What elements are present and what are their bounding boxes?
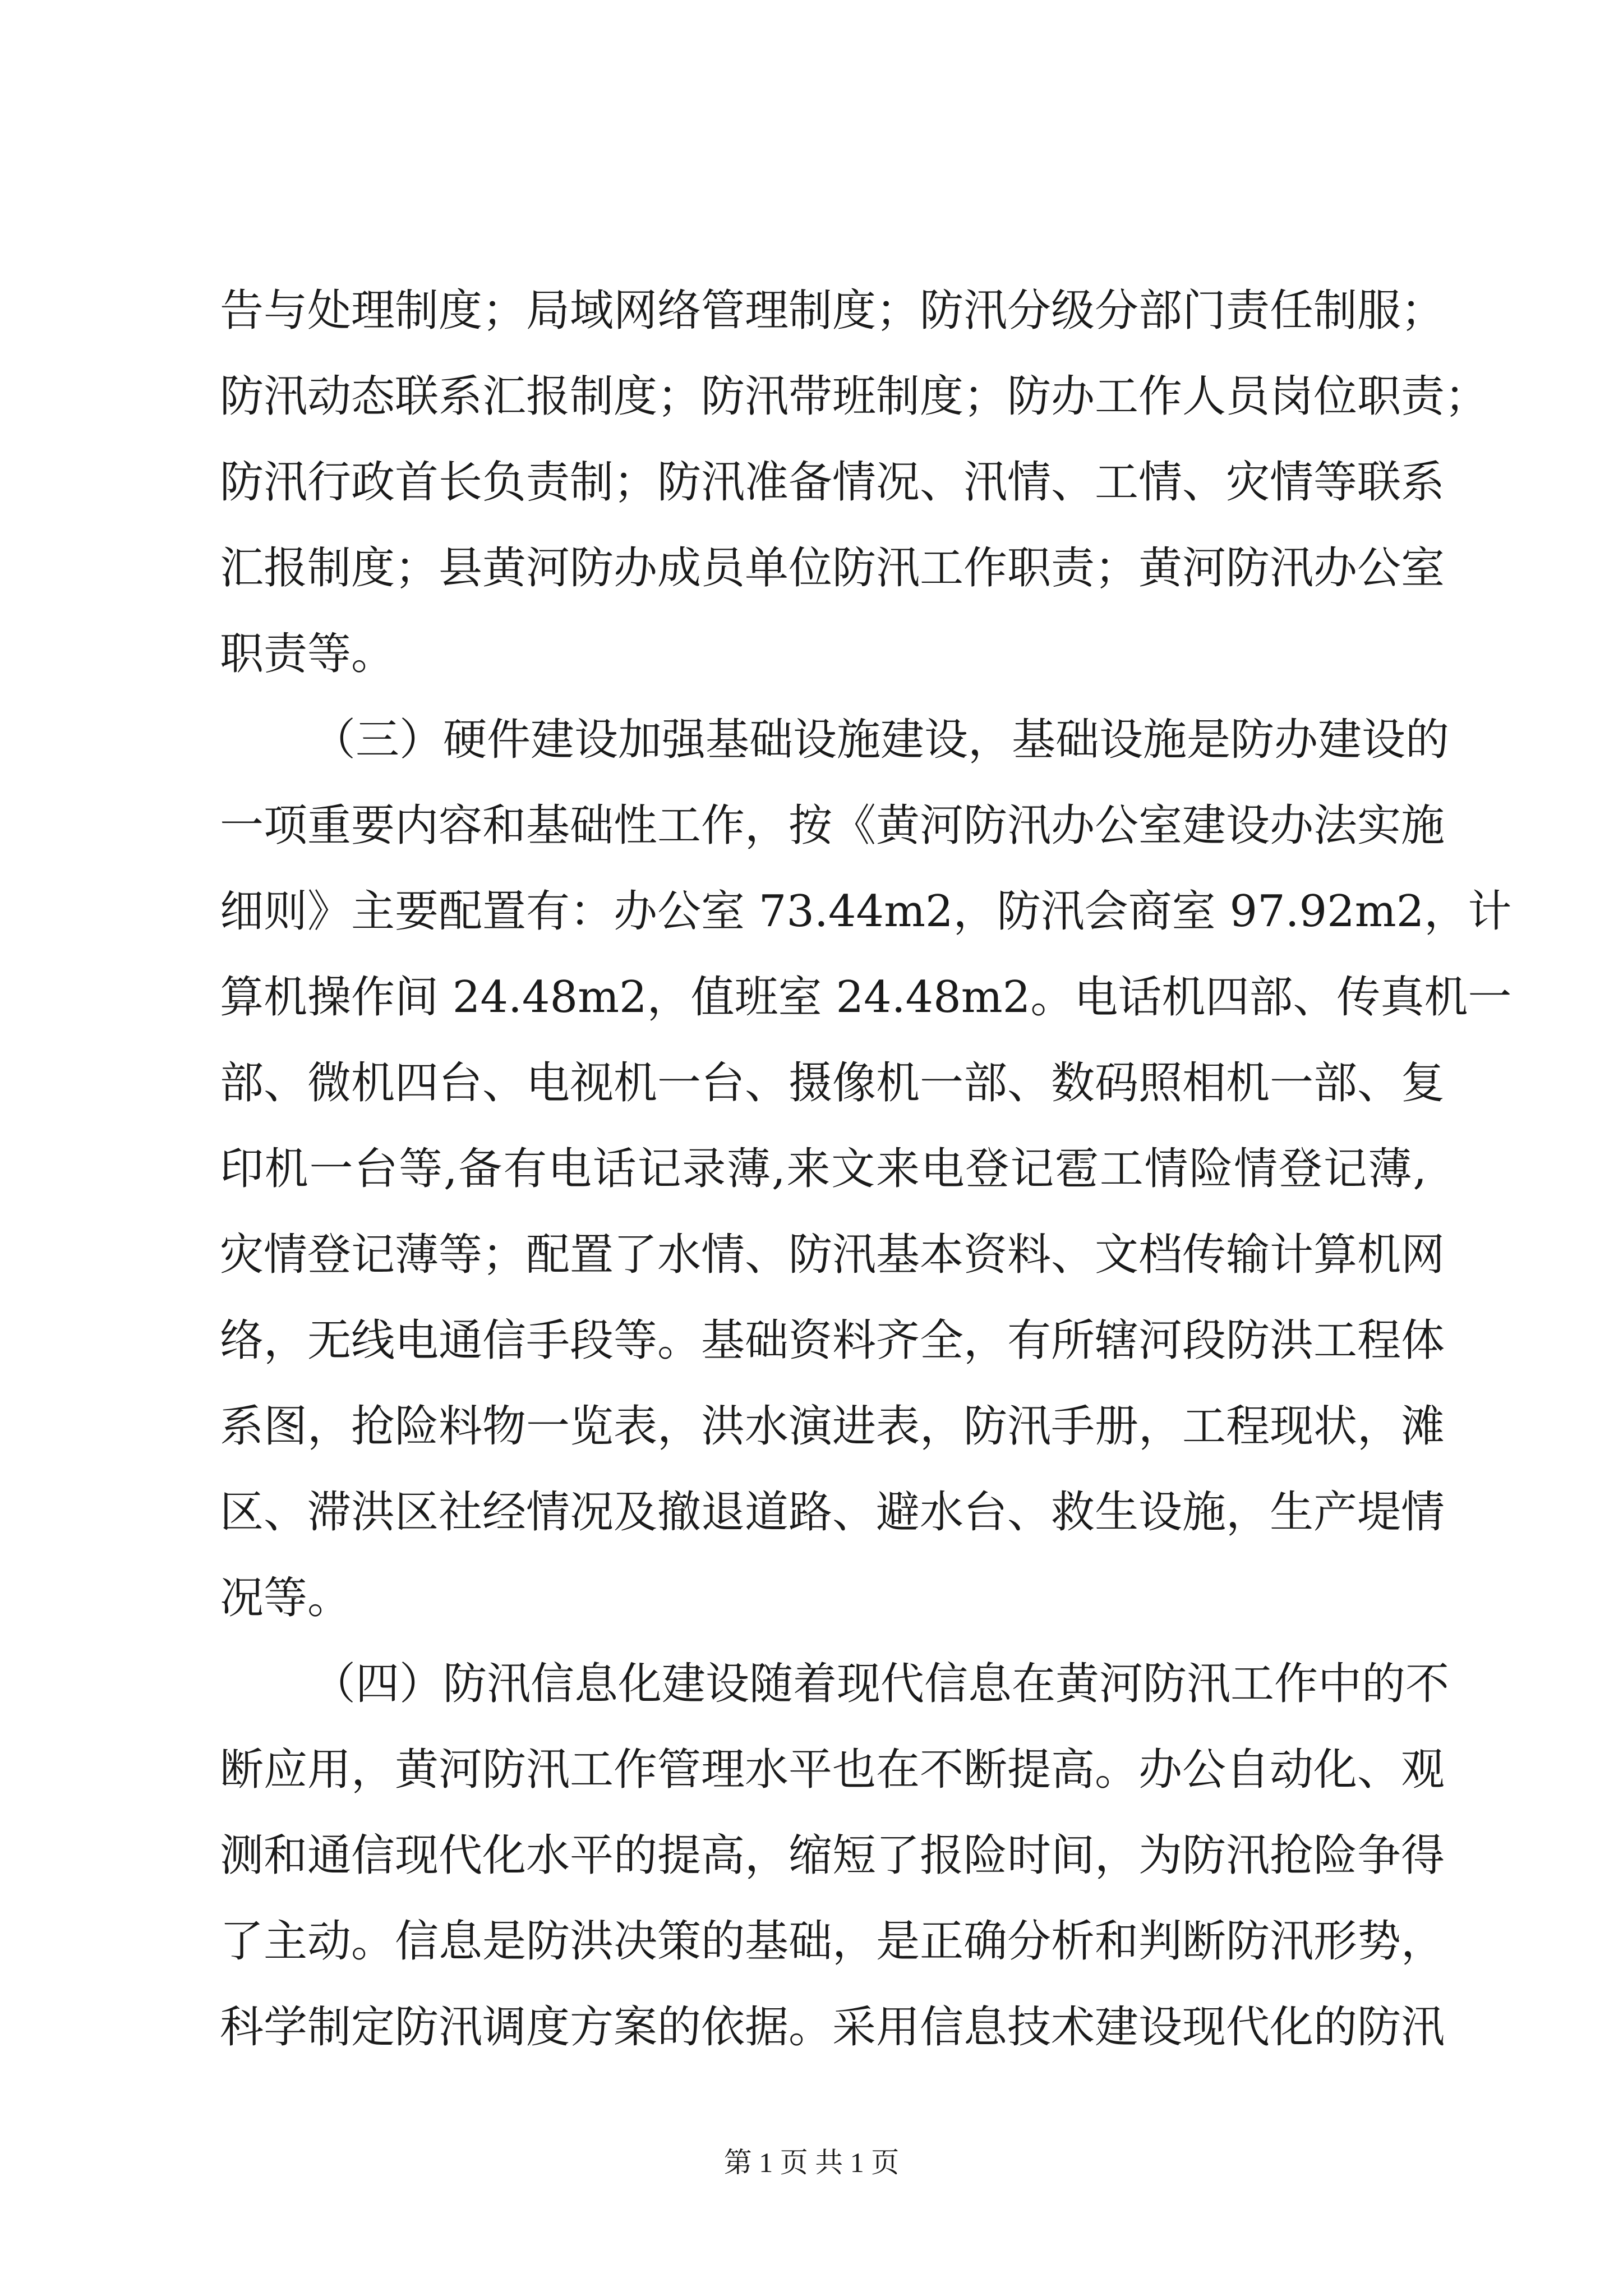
text-line: 了主动。信息是防洪决策的基础，是正确分析和判断防汛形势， bbox=[220, 1916, 1445, 1967]
text-line: 汇报制度；县黄河防办成员单位防汛工作职责；黄河防汛办公室 bbox=[220, 543, 1445, 593]
page-footer bbox=[0, 2146, 1623, 2179]
text-line: 络，无线电通信手段等。基础资料齐全，有所辖河段防洪工程体 bbox=[220, 1315, 1445, 1366]
page-number-label: 第 1 页 共 1 页 bbox=[723, 2147, 900, 2178]
text-line: 告与处理制度；局域网络管理制度；防汛分级分部门责任制服； bbox=[220, 286, 1445, 336]
paragraph-3 bbox=[220, 1641, 1450, 2070]
text-line: 一项重要内容和基础性工作，按《黄河防汛办公室建设办法实施 bbox=[220, 800, 1445, 851]
text-line: 职责等。 bbox=[220, 629, 395, 679]
paragraph-2 bbox=[220, 697, 1512, 1641]
text-line: 部、微机四台、电视机一台、摄像机一部、数码照相机一部、复 bbox=[220, 1058, 1445, 1108]
text-line: （三）硬件建设加强基础设施建设，基础设施是防办建设的 bbox=[312, 715, 1450, 765]
text-line: 算机操作间 24.48m2，值班室 24.48m2。电话机四部、传真机一 bbox=[220, 972, 1512, 1023]
text-line: 灾情登记薄等；配置了水情、防汛基本资料、文档传输计算机网 bbox=[220, 1230, 1445, 1280]
text-line: 况等。 bbox=[220, 1573, 352, 1623]
text-line: 测和通信现代化水平的提高，缩短了报险时间，为防汛抢险争得 bbox=[220, 1830, 1445, 1881]
document-body bbox=[220, 268, 1512, 2070]
text-line: 系图，抢险料物一览表，洪水演进表，防汛手册，工程现状，滩 bbox=[220, 1401, 1445, 1452]
text-line: （四）防汛信息化建设随着现代信息在黄河防汛工作中的不 bbox=[312, 1659, 1450, 1709]
text-line: 防汛行政首长负责制；防汛准备情况、汛情、工情、灾情等联系 bbox=[220, 457, 1445, 508]
text-line: 区、滞洪区社经情况及撤退道路、避水台、救生设施，生产堤情 bbox=[220, 1487, 1445, 1538]
text-line: 防汛动态联系汇报制度；防汛带班制度；防办工作人员岗位职责； bbox=[220, 371, 1489, 422]
text-line: 断应用，黄河防汛工作管理水平也在不断提高。办公自动化、观 bbox=[220, 1745, 1445, 1795]
paragraph-1 bbox=[220, 268, 1489, 697]
text-line: 科学制定防汛调度方案的依据。采用信息技术建设现代化的防汛 bbox=[220, 2002, 1445, 2053]
text-line: 细则》主要配置有：办公室 73.44m2，防汛会商室 97.92m2，计 bbox=[220, 886, 1512, 937]
text-line: 印机一台等,备有电话记录薄,来文来电登记雹工情险情登记薄, bbox=[220, 1144, 1427, 1194]
